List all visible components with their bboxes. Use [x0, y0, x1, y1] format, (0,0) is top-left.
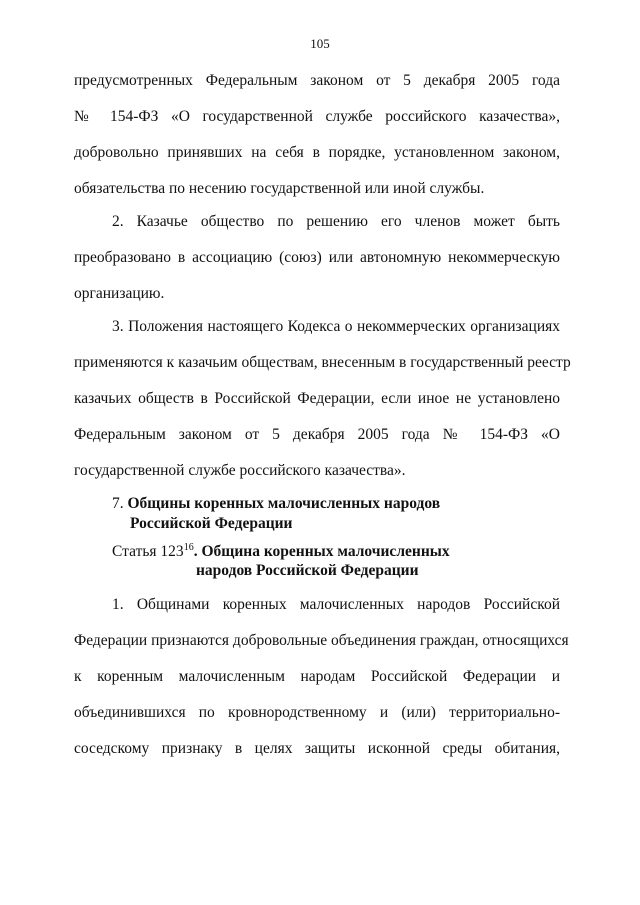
text-line: 2. Казачье общество по решению его членов может быть: [112, 213, 560, 230]
text-line: организацию.: [74, 285, 165, 302]
text-line: Федерации признаются добровольные объединения граждан, относящихся: [74, 632, 569, 649]
text-line: 3. Положения настоящего Кодекса о некоммерческих организациях: [112, 318, 560, 335]
text-line: объединившихся по кровнородственному и (или) территориально-: [74, 704, 560, 721]
section-heading-line-1: [112, 495, 440, 513]
section-title: Общины коренных малочисленных народов: [127, 495, 441, 512]
text-line: 1. Общинами коренных малочисленных народов Российской: [112, 596, 560, 613]
article-title: . Община коренных малочисленных: [193, 543, 450, 560]
text-line: государственной службе российского казачества».: [74, 462, 406, 479]
text-line: добровольно принявших на себя в порядке, установленном законом,: [74, 144, 560, 161]
article-number: Статья 123: [112, 543, 184, 560]
page-number: 105: [310, 36, 330, 51]
article-superscript: 16: [183, 541, 194, 553]
text-line: № 154-ФЗ «О государственной службе российского казачества»,: [74, 108, 560, 125]
text-line: к коренным малочисленным народам Российской Федерации и: [74, 668, 560, 685]
text-line: соседскому признаку в целях защиты исконной среды обитания,: [74, 740, 560, 757]
article-heading-line-2: народов Российской Федерации: [196, 562, 419, 579]
text-line: применяются к казачьим обществам, внесенным в государственный реестр: [74, 354, 571, 371]
article-heading-line-1: [112, 543, 450, 561]
section-number: 7.: [112, 495, 124, 512]
text-line: преобразовано в ассоциацию (союз) или автономную некоммерческую: [74, 249, 560, 266]
text-line: обязательства по несению государственной или иной службы.: [74, 180, 485, 197]
text-line: казачьих обществ в Российской Федерации, если иное не установлено: [74, 390, 560, 407]
text-line: Федеральным законом от 5 декабря 2005 года № 154-ФЗ «О: [74, 426, 560, 443]
section-heading-line-2: Российской Федерации: [130, 515, 293, 532]
text-line: предусмотренных Федеральным законом от 5 декабря 2005 года: [74, 72, 560, 89]
